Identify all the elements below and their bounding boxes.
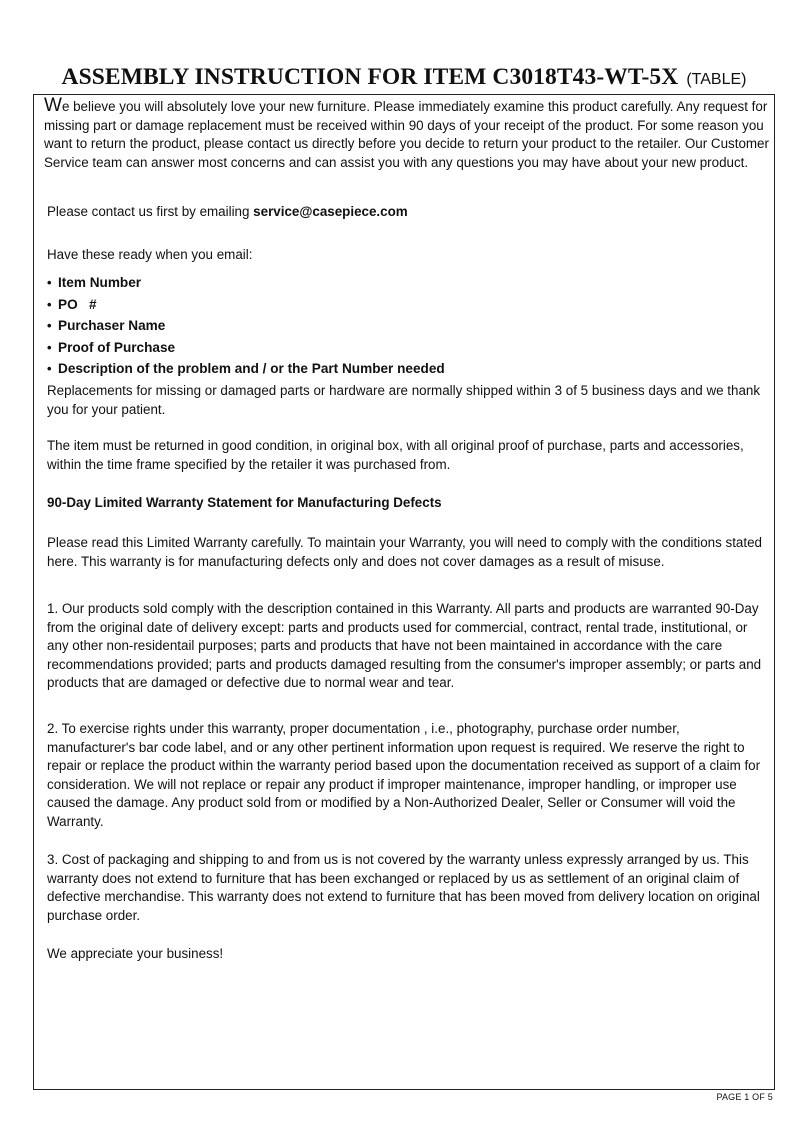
bullet-icon: • bbox=[47, 339, 52, 355]
warranty-clause-2: 2. To exercise rights under this warranty, proper documentation , i.e., photography, purchase order number, manufacturer's bar code label, and or any other pertinent information upon request is required. We reserve the right to repair or replace the product within the warranty period based upon the documentation received as support of a claim for consideration. We will not replace or repair any product if improper maintenance, improper handling, or improper use caused the damage. Any product sold from or modified by a Non-Authorized Dealer, Seller or Consumer will void the Warranty. bbox=[47, 721, 761, 829]
checklist-item-label: Proof of Purchase bbox=[58, 339, 176, 355]
bullet-icon: • bbox=[47, 318, 52, 333]
checklist-item-label: PO # bbox=[58, 296, 97, 312]
checklist-item bbox=[47, 337, 445, 359]
checklist-item bbox=[47, 294, 445, 316]
warranty-clause-3: 3. Cost of packaging and shipping to and from us is not covered by the warranty unless expressly arranged by us. This warranty does not extend to furniture that has been exchanged or replaced by us as settlement of an original claim of defective merchandise. This warranty does not extend to furniture that has been moved from delivery location on original purchase order. bbox=[47, 852, 760, 923]
warranty-heading: 90-Day Limited Warranty Statement for Manufacturing Defects bbox=[47, 495, 442, 510]
warranty-intro: Please read this Limited Warranty carefully. To maintain your Warranty, you will need to comply with the conditions stated here. This warranty is for manufacturing defects only and does not cover damages as a result of misuse. bbox=[47, 535, 762, 569]
contact-paragraph bbox=[47, 203, 769, 222]
document-subtitle: (TABLE) bbox=[686, 71, 747, 88]
checklist-item bbox=[47, 272, 445, 294]
intro-paragraph bbox=[44, 97, 770, 172]
warranty-clause-1: 1. Our products sold comply with the description contained in this Warranty. All parts and products are warranted 90-Day from the original date of delivery except: parts and products used for commercial, contract, rental trade, institutional, or any other non-residentail purposes; parts and products that have not been maintained in accordance with the care recommendations provided; parts and products damaged resulting from the consumer's improper assembly; or parts and products that are damaged or defective due to normal wear and tear. bbox=[47, 601, 762, 691]
closing-text: We appreciate your business! bbox=[47, 946, 224, 961]
return-paragraph: The item must be returned in good condition, in original box, with all original proof of purchase, parts and accessories, within the time frame specified by the retailer it was purchased from. bbox=[47, 438, 744, 472]
checklist bbox=[47, 272, 445, 380]
intro-text: e believe you will absolutely love your new furniture. Please immediately examine this product carefully. Any request for missing part or damage replacement must be received within 90 days of your receipt of the product. For some reason you want to return the product, please contact us directly before you decide to return your product to the retailer. Our Customer Service team can answer most concerns and can assist you with any questions you may have about your new product. bbox=[44, 99, 769, 170]
bullet-icon: • bbox=[47, 361, 52, 376]
content-frame bbox=[33, 94, 775, 1090]
intro-drop-cap: W bbox=[44, 95, 62, 116]
contact-email-link[interactable]: service@casepiece.com bbox=[253, 204, 408, 219]
replacements-paragraph: Replacements for missing or damaged parts or hardware are normally shipped within 3 of 5 business days and we thank you for your patient. bbox=[47, 383, 761, 417]
checklist-item bbox=[47, 358, 445, 380]
title-row bbox=[33, 64, 775, 94]
document-title: ASSEMBLY INSTRUCTION FOR ITEM C3018T43-WT-5X bbox=[61, 64, 679, 90]
checklist-item-label: Purchaser Name bbox=[58, 318, 166, 333]
checklist-item-label: Description of the problem and / or the Part Number needed bbox=[58, 361, 445, 376]
ready-text: Have these ready when you email: bbox=[47, 247, 253, 262]
checklist-item bbox=[47, 315, 445, 337]
page-number: PAGE 1 OF 5 bbox=[716, 1092, 773, 1102]
bullet-icon: • bbox=[47, 275, 52, 290]
bullet-icon: • bbox=[47, 296, 52, 312]
checklist-item-label: Item Number bbox=[58, 275, 142, 290]
contact-prefix: Please contact us first by emailing bbox=[47, 204, 254, 219]
